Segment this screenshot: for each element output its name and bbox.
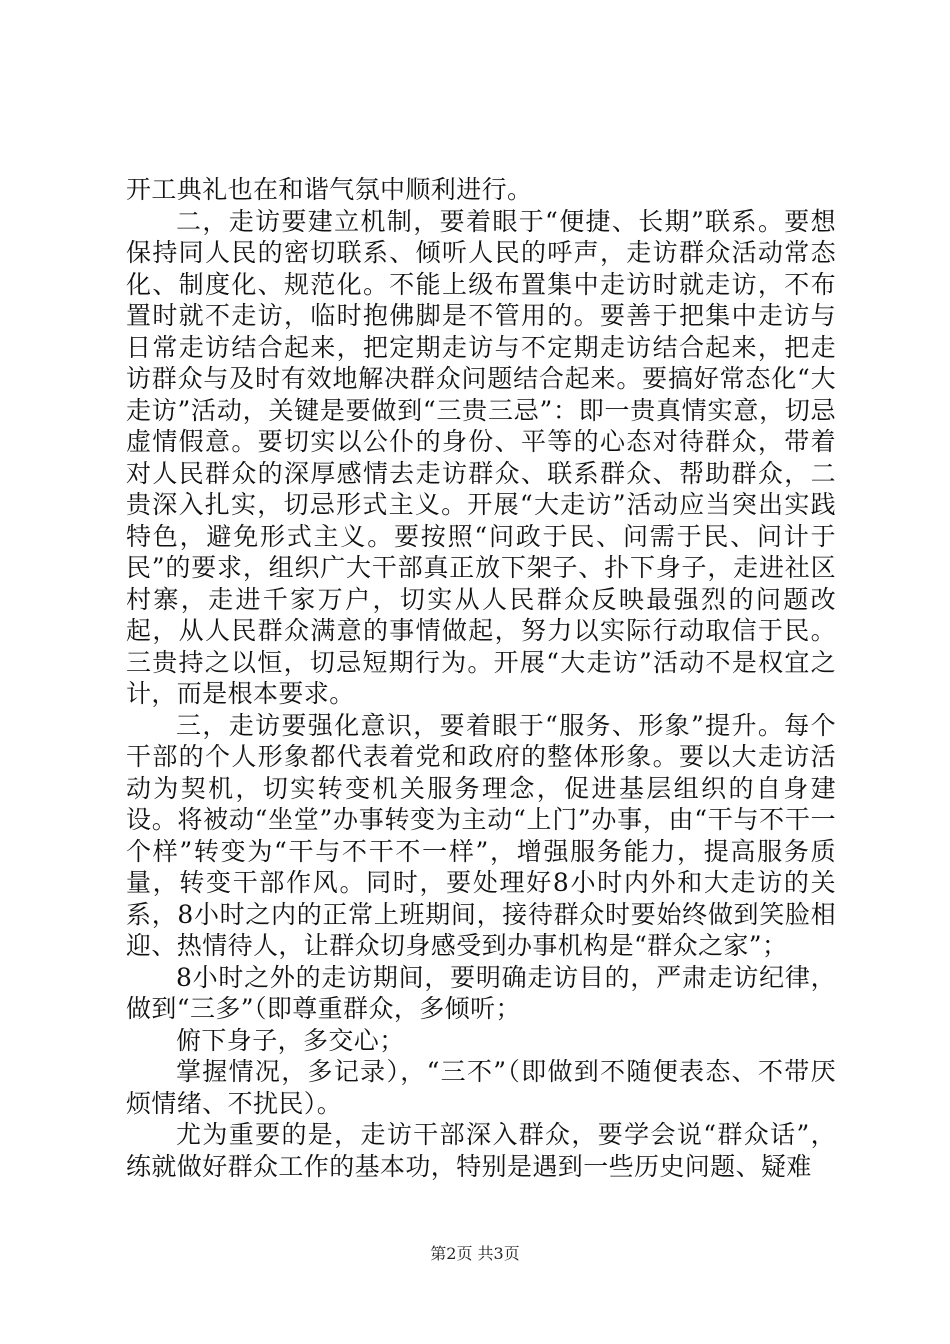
paragraph-4: 8小时之外的走访期间，要明确走访目的，严肃走访纪律，做到“三多”（即尊重群众，多倾听； (126, 962, 836, 1023)
paragraph-3: 三，走访要强化意识，要着眼于“服务、形象”提升。每个干部的个人形象都代表着党和政府的整体形象。要以大走访活动为契机，切实转变机关服务理念，促进基层组织的自身建设。将被动“坐堂”办事转变为主动“上门”办事，由“干与不干一个样”转变为“干与不干不一样”，增强服务能力，提高服务质量，转变干部作风。同时，要处理好8小时内外和大走访的关系，8小时之内的正常上班期间，接待群众时要始终做到笑脸相迎、热情待人，让群众切身感受到办事机构是“群众之家”； (126, 710, 836, 960)
page-footer: 第2页 共3页 (430, 1244, 520, 1263)
paragraph-1: 开工典礼也在和谐气氛中顺利进行。 (126, 175, 533, 204)
paragraph-7: 尤为重要的是，走访干部深入群众，要学会说“群众话”，练就做好群众工作的基本功，特别是遇到一些历史问题、疑难 (126, 1120, 836, 1181)
paragraph-5: 俯下身子，多交心； (176, 1025, 405, 1055)
paragraph-2: 二，走访要建立机制，要着眼于“便捷、长期”联系。要想保持同人民的密切联系、倾听人民的呼声，走访群众活动常态化、制度化、规范化。不能上级布置集中走访时就走访，不布置时就不走访，临时抱佛脚是不管用的。要善于把集中走访与日常走访结合起来，把定期走访与不定期走访结合起来，把走访群众与及时有效地解决群众问题结合起来。要搞好常态化“大走访”活动，关键是要做到“三贵三忌”：即一贵真情实意，切忌虚情假意。要切实以公仆的身份、平等的心态对待群众，带着对人民群众的深厚感情去走访群众、联系群众、帮助群众，二贵深入扎实，切忌形式主义。开展“大走访”活动应当突出实践特色，避免形式主义。要按照“问政于民、问需于民、问计于民”的要求，组织广大干部真正放下架子、扑下身子，走进社区村寨，走进千家万户，切实从人民群众反映最强烈的问题改起，从人民群众满意的事情做起，努力以实际行动取信于民。三贵持之以恒，切忌短期行为。开展“大走访”活动不是权宜之计，而是根本要求。 (126, 206, 836, 708)
document-body (126, 174, 836, 1182)
paragraph-6: 掌握情况，多记录），“三不”（即做到不随便表态、不带厌烦情绪、不扰民）。 (126, 1057, 836, 1118)
